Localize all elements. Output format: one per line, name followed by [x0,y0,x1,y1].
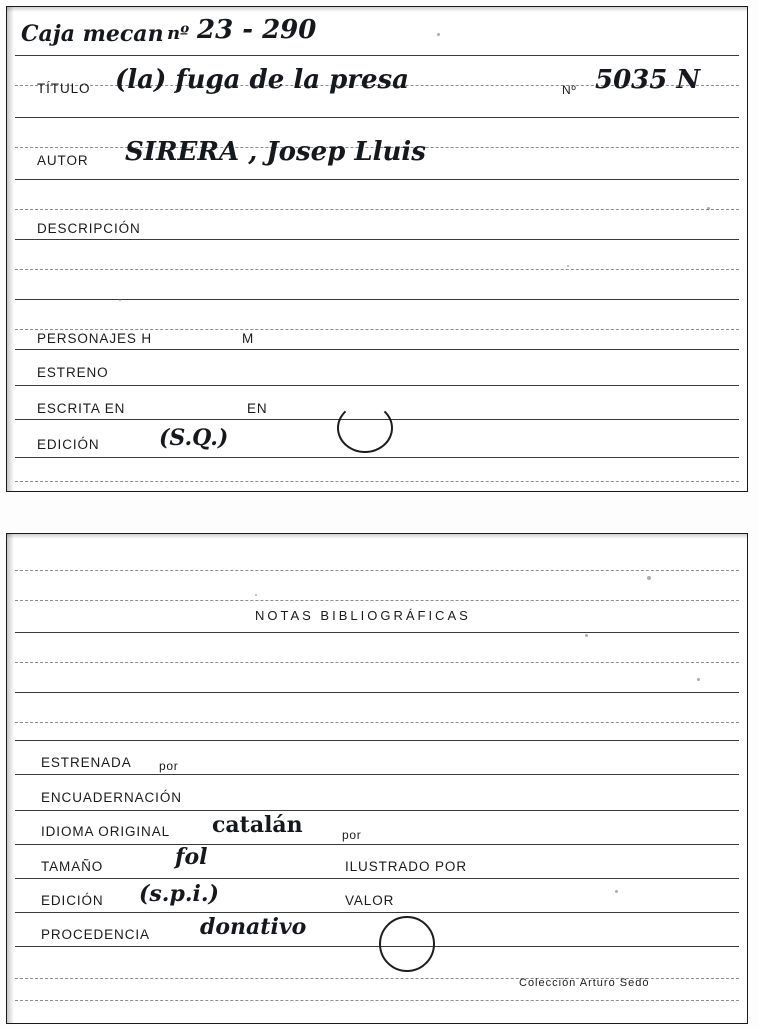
catalog-card-top [6,6,748,492]
label-autor: AUTOR [37,153,89,168]
value-numero: 5035 N [595,65,701,95]
scan-speck [119,299,121,301]
scan-edge-shadow-top [7,7,747,12]
label-procedencia: PROCEDENCIA [41,927,150,942]
value-edicion: (S.Q.) [159,425,229,451]
value-procedencia: donativo [200,914,307,940]
label-estrenada: ESTRENADA [41,755,132,770]
scan-speck [647,576,651,580]
scan-edge-shadow-left [7,534,14,1023]
scan-speck [585,634,588,637]
label-encuadernacion: ENCUADERNACIÓN [41,790,182,805]
ink-loop-mark-top [337,403,393,453]
box-label-handwritten: Caja mecan [21,21,164,47]
scan-edge-shadow-left [7,7,14,491]
catalog-card-bottom [6,533,748,1024]
label-edicion-bottom: EDICIÓN [41,893,104,908]
value-edicion-bottom: (s.p.i.) [139,881,219,907]
scan-edge-shadow-top [7,534,747,539]
label-numero: Nº [562,83,577,97]
value-idioma-original: catalán [212,812,303,838]
label-titulo: TÍTULO [37,81,91,96]
label-estreno: ESTRENO [37,365,109,380]
label-edicion: EDICIÓN [37,437,100,452]
label-personajes-m: M [242,331,255,346]
value-autor: SIRERA , Josep Lluis [125,137,426,167]
scan-speck [615,890,618,893]
scan-speck [437,33,440,36]
label-escrita-en: ESCRITA EN [37,401,126,416]
label-valor: VALOR [345,893,395,908]
label-estrenada-por: por [159,759,179,773]
heading-notas-bibliograficas: NOTAS BIBLIOGRÁFICAS [255,608,471,623]
label-ilustrado-por: ILUSTRADO POR [345,859,467,874]
scan-speck [567,265,569,267]
box-number-prefix: nº [167,23,190,44]
scan-speck [697,678,700,681]
value-tamano: fol [175,844,208,870]
value-titulo: (la) fuga de la presa [115,65,409,95]
scan-speck [255,594,257,596]
label-personajes-h: PERSONAJES H [37,331,153,346]
label-descripcion: DESCRIPCIÓN [37,221,141,236]
label-escrita-en-2: EN [247,401,268,416]
box-number-value: 23 - 290 [197,15,317,45]
label-idioma-por: por [342,828,362,842]
label-tamano: TAMAÑO [41,859,104,874]
label-idioma-original: IDIOMA ORIGINAL [41,824,171,839]
scan-speck [707,207,710,210]
collection-note: Colección Arturo Sedó [519,977,650,989]
ink-loop-mark-bottom [379,916,435,972]
